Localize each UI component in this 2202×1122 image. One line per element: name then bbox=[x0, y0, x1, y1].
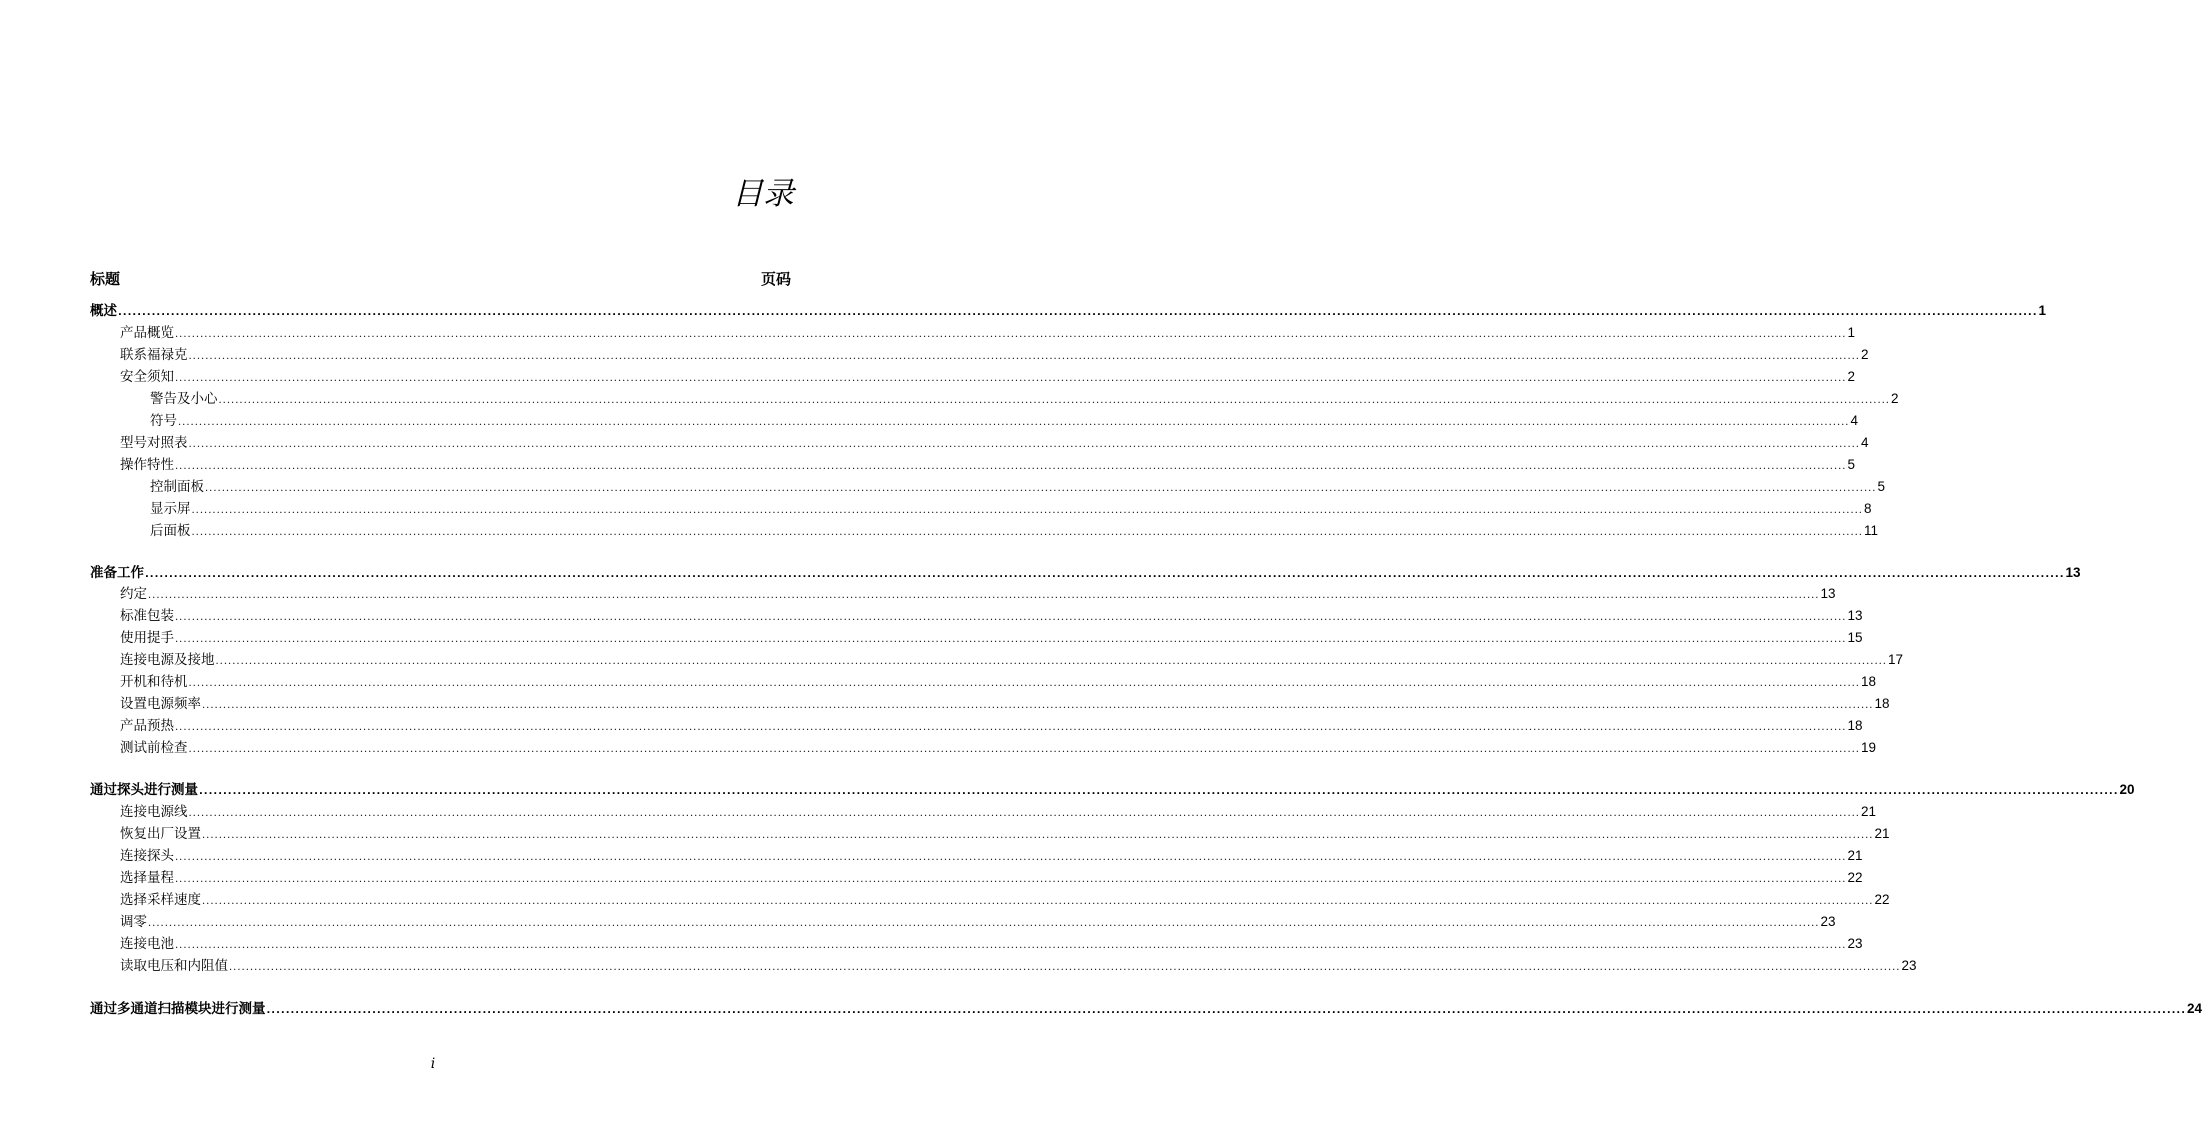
toc-entry[interactable] bbox=[90, 779, 2135, 801]
dot-leader: ................................................................................................................................................................................................................................................................................................................................................................................................................ bbox=[175, 874, 1847, 885]
toc-entry[interactable] bbox=[120, 366, 1855, 388]
dot-leader: ................................................................................................................................................................................................................................................................................................................................................................................................................ bbox=[145, 569, 2065, 580]
toc-entry-page: 4 bbox=[1860, 435, 1869, 450]
toc-entry-title: 连接电池 bbox=[120, 936, 174, 952]
dot-leader: ................................................................................................................................................................................................................................................................................................................................................................................................................ bbox=[229, 962, 1901, 973]
toc-entry[interactable] bbox=[120, 649, 1904, 671]
toc-entry[interactable] bbox=[120, 823, 1890, 845]
page-title: 目录 bbox=[732, 176, 794, 212]
toc-entry[interactable] bbox=[150, 410, 1858, 432]
dot-leader: ................................................................................................................................................................................................................................................................................................................................................................................................................ bbox=[188, 351, 1860, 362]
toc-entry-title: 通过多通道扫描模块进行测量 bbox=[90, 1001, 266, 1017]
toc-entry[interactable] bbox=[150, 388, 1899, 410]
toc-entry-title: 选择采样速度 bbox=[120, 892, 201, 908]
toc-entry-title: 符号 bbox=[150, 413, 177, 429]
toc-entry-title: 连接电源线 bbox=[120, 804, 188, 820]
toc-entry-page: 11 bbox=[1863, 523, 1878, 538]
dot-leader: ................................................................................................................................................................................................................................................................................................................................................................................................................ bbox=[175, 852, 1847, 863]
toc-entry[interactable] bbox=[120, 432, 1869, 454]
toc-entry-title: 控制面板 bbox=[150, 479, 204, 495]
column-header-title: 标题 bbox=[90, 270, 121, 288]
dot-leader: ................................................................................................................................................................................................................................................................................................................................................................................................................ bbox=[175, 329, 1847, 340]
dot-leader: ................................................................................................................................................................................................................................................................................................................................................................................................................ bbox=[175, 612, 1847, 623]
toc-entry-page: 18 bbox=[1860, 674, 1877, 689]
dot-leader: ................................................................................................................................................................................................................................................................................................................................................................................................................ bbox=[188, 744, 1860, 755]
toc-entry[interactable] bbox=[120, 454, 1855, 476]
toc-entry-page: 5 bbox=[1847, 457, 1855, 472]
toc-entry[interactable] bbox=[120, 344, 1869, 366]
dot-leader: ................................................................................................................................................................................................................................................................................................................................................................................................................ bbox=[175, 461, 1847, 472]
toc-entry-title: 约定 bbox=[120, 586, 147, 602]
dot-leader: ................................................................................................................................................................................................................................................................................................................................................................................................................ bbox=[148, 590, 1820, 601]
dot-leader: ................................................................................................................................................................................................................................................................................................................................................................................................................ bbox=[178, 417, 1850, 428]
toc-entry[interactable] bbox=[90, 300, 2047, 322]
toc-entry-title: 型号对照表 bbox=[120, 435, 188, 451]
toc-entry[interactable] bbox=[90, 562, 2081, 584]
dot-leader: ................................................................................................................................................................................................................................................................................................................................................................................................................ bbox=[148, 918, 1820, 929]
dot-leader: ................................................................................................................................................................................................................................................................................................................................................................................................................ bbox=[202, 896, 1874, 907]
toc-entry-title: 显示屏 bbox=[150, 501, 191, 517]
toc-entry[interactable] bbox=[120, 605, 1863, 627]
toc-entry-page: 22 bbox=[1847, 870, 1863, 885]
dot-leader: ................................................................................................................................................................................................................................................................................................................................................................................................................ bbox=[202, 700, 1874, 711]
toc-entry-title: 调零 bbox=[120, 914, 147, 930]
toc-entry[interactable] bbox=[120, 801, 1877, 823]
dot-leader: ................................................................................................................................................................................................................................................................................................................................................................................................................ bbox=[175, 722, 1847, 733]
toc-entry[interactable] bbox=[120, 845, 1863, 867]
toc-entry-title: 通过探头进行测量 bbox=[90, 782, 198, 798]
toc-entry-page: 2 bbox=[1890, 391, 1899, 406]
toc-entry-title: 警告及小心 bbox=[150, 391, 218, 407]
toc-entry-title: 联系福禄克 bbox=[120, 347, 188, 363]
toc-entry-page: 19 bbox=[1860, 740, 1877, 755]
toc-entry-page: 23 bbox=[1847, 936, 1863, 951]
toc-entry-page: 20 bbox=[2119, 782, 2135, 797]
toc-entry-title: 设置电源频率 bbox=[120, 696, 201, 712]
toc-entry[interactable] bbox=[120, 715, 1863, 737]
dot-leader: ................................................................................................................................................................................................................................................................................................................................................................................................................ bbox=[205, 483, 1877, 494]
toc-entry[interactable] bbox=[120, 955, 1917, 977]
toc-entry-title: 连接探头 bbox=[120, 848, 174, 864]
dot-leader: ................................................................................................................................................................................................................................................................................................................................................................................................................ bbox=[188, 678, 1860, 689]
toc-entry[interactable] bbox=[150, 520, 1878, 542]
toc-entry-page: 22 bbox=[1874, 892, 1890, 907]
toc-entry-page: 5 bbox=[1877, 479, 1885, 494]
toc-entry-title: 开机和待机 bbox=[120, 674, 188, 690]
dot-leader: ................................................................................................................................................................................................................................................................................................................................................................................................................ bbox=[202, 830, 1874, 841]
toc-entry-page: 18 bbox=[1847, 718, 1863, 733]
toc-entry-page: 2 bbox=[1860, 347, 1869, 362]
dot-leader: ................................................................................................................................................................................................................................................................................................................................................................................................................ bbox=[199, 786, 2119, 797]
toc-entry-page: 1 bbox=[1847, 325, 1855, 340]
toc-entry[interactable] bbox=[120, 627, 1863, 649]
dot-leader: ................................................................................................................................................................................................................................................................................................................................................................................................................ bbox=[175, 634, 1847, 645]
toc-entry[interactable] bbox=[120, 889, 1890, 911]
toc-entry-title: 选择量程 bbox=[120, 870, 174, 886]
column-header-page: 页码 bbox=[760, 270, 791, 288]
toc-entry[interactable] bbox=[120, 583, 1836, 605]
toc-entry-page: 18 bbox=[1874, 696, 1890, 711]
toc-entry-title: 产品概览 bbox=[120, 325, 174, 341]
toc-entry[interactable] bbox=[120, 867, 1863, 889]
toc-entry-page: 13 bbox=[1847, 608, 1863, 623]
toc-entry[interactable] bbox=[90, 998, 2202, 1020]
toc-entry-page: 21 bbox=[1847, 848, 1863, 863]
dot-leader: ................................................................................................................................................................................................................................................................................................................................................................................................................ bbox=[175, 940, 1847, 951]
toc-entry-page: 15 bbox=[1847, 630, 1863, 645]
toc-entry[interactable] bbox=[150, 498, 1872, 520]
toc-entry-page: 8 bbox=[1863, 501, 1872, 516]
dot-leader: ................................................................................................................................................................................................................................................................................................................................................................................................................ bbox=[118, 307, 2038, 318]
toc-entry[interactable] bbox=[120, 693, 1890, 715]
toc-entry-title: 安全须知 bbox=[120, 369, 174, 385]
toc-entry-page: 21 bbox=[1860, 804, 1877, 819]
toc-entry-title: 连接电源及接地 bbox=[120, 652, 215, 668]
dot-leader: ................................................................................................................................................................................................................................................................................................................................................................................................................ bbox=[215, 656, 1887, 667]
dot-leader: ................................................................................................................................................................................................................................................................................................................................................................................................................ bbox=[188, 439, 1860, 450]
toc-entry[interactable] bbox=[120, 911, 1836, 933]
dot-leader: ................................................................................................................................................................................................................................................................................................................................................................................................................ bbox=[266, 1005, 2187, 1016]
dot-leader: ................................................................................................................................................................................................................................................................................................................................................................................................................ bbox=[175, 373, 1847, 384]
dot-leader: ................................................................................................................................................................................................................................................................................................................................................................................................................ bbox=[191, 505, 1863, 516]
toc-entry-title: 标准包装 bbox=[120, 608, 174, 624]
toc-entry-title: 操作特性 bbox=[120, 457, 174, 473]
dot-leader: ................................................................................................................................................................................................................................................................................................................................................................................................................ bbox=[191, 527, 1863, 538]
toc-entry-page: 23 bbox=[1901, 958, 1917, 973]
toc-entry-page: 23 bbox=[1820, 914, 1836, 929]
toc-entry[interactable] bbox=[120, 671, 1877, 693]
dot-leader: ................................................................................................................................................................................................................................................................................................................................................................................................................ bbox=[188, 808, 1860, 819]
toc-entry-page: 21 bbox=[1874, 826, 1890, 841]
page-number: i bbox=[430, 1056, 436, 1072]
toc-entry-title: 测试前检查 bbox=[120, 740, 188, 756]
toc-entry[interactable] bbox=[120, 322, 1855, 344]
toc-entry-page: 24 bbox=[2187, 1001, 2202, 1016]
toc-entry-page: 4 bbox=[1850, 413, 1858, 428]
toc-entry-title: 准备工作 bbox=[90, 565, 144, 581]
toc-entry-page: 1 bbox=[2038, 303, 2047, 318]
toc-entry-page: 13 bbox=[1820, 586, 1836, 601]
toc-entry[interactable] bbox=[120, 933, 1863, 955]
toc-entry-page: 13 bbox=[2065, 565, 2081, 580]
dot-leader: ................................................................................................................................................................................................................................................................................................................................................................................................................ bbox=[218, 395, 1890, 406]
toc-entry-title: 产品预热 bbox=[120, 718, 174, 734]
toc-entry-page: 17 bbox=[1887, 652, 1904, 667]
toc-entry[interactable] bbox=[150, 476, 1885, 498]
toc-entry-title: 后面板 bbox=[150, 523, 191, 539]
toc-entry-title: 使用提手 bbox=[120, 630, 174, 646]
toc-entry-title: 概述 bbox=[90, 303, 117, 319]
toc-entry-page: 2 bbox=[1847, 369, 1855, 384]
toc-entry-title: 读取电压和内阻值 bbox=[120, 958, 228, 974]
toc-entry-title: 恢复出厂设置 bbox=[120, 826, 201, 842]
toc-entry[interactable] bbox=[120, 737, 1877, 759]
